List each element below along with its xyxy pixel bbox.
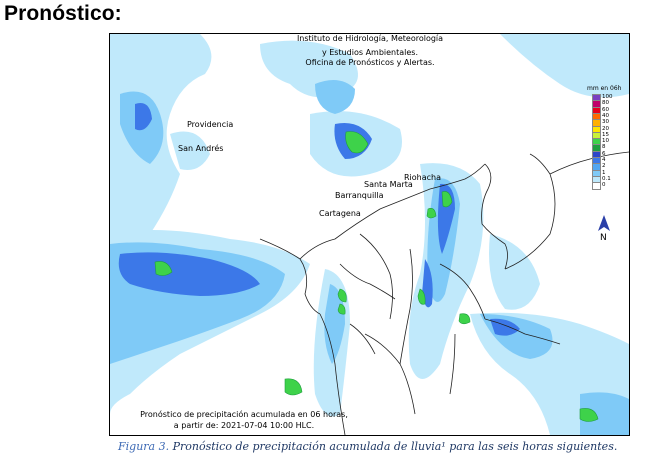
legend-label: 2 <box>602 163 606 170</box>
place-label-riohacha: Riohacha <box>404 173 442 182</box>
legend-label: 6 <box>602 150 606 157</box>
figure-caption <box>118 440 617 453</box>
legend-label: 80 <box>602 100 609 107</box>
light-rain-areas <box>110 34 629 435</box>
legend-label: 15 <box>602 131 609 138</box>
legend-label: 10 <box>602 138 609 145</box>
place-label-santa-marta: Santa Marta <box>364 180 413 189</box>
page-heading: Pronóstico: <box>4 2 122 25</box>
place-label-cartagena: Cartagena <box>319 209 361 218</box>
legend-label: 4 <box>602 157 606 163</box>
figure-caption-text: Pronóstico de precipitación acumulada de lluvia¹ para las seis horas siguientes. <box>169 440 618 453</box>
map-canvas <box>110 34 629 435</box>
forecast-description: Pronóstico de precipitación acumulada en 06 horas, <box>140 410 348 419</box>
legend-label: 1 <box>602 169 606 176</box>
place-label-barranquilla: Barranquilla <box>335 191 384 200</box>
institute-name-line-1: Instituto de Hidrología, Meteorología <box>296 34 444 43</box>
legend-label: 100 <box>602 94 613 100</box>
office-name-line: Oficina de Pronósticos y Alertas. <box>305 58 435 67</box>
legend-label: 0.1 <box>602 175 611 182</box>
legend-title: mm en 06h <box>587 85 622 92</box>
legend-swatch <box>592 182 601 190</box>
forecast-start-time: a partir de: 2021-07-04 10:00 HLC. <box>173 421 315 430</box>
legend-label: 20 <box>602 125 609 132</box>
place-label-san-andres: San Andrés <box>178 144 224 153</box>
legend-label: 8 <box>602 144 606 151</box>
forecast-map <box>109 33 630 436</box>
legend-label: 40 <box>602 112 609 119</box>
legend-label: 0 <box>602 182 606 189</box>
north-arrow <box>598 215 610 231</box>
legend-label: 60 <box>602 106 609 113</box>
north-label: N <box>600 233 607 243</box>
figure-label: Figura 3. <box>118 440 170 453</box>
place-label-providencia: Providencia <box>187 120 234 129</box>
legend-label: 30 <box>602 119 609 126</box>
institute-name-line-2: y Estudios Ambientales. <box>321 48 419 57</box>
